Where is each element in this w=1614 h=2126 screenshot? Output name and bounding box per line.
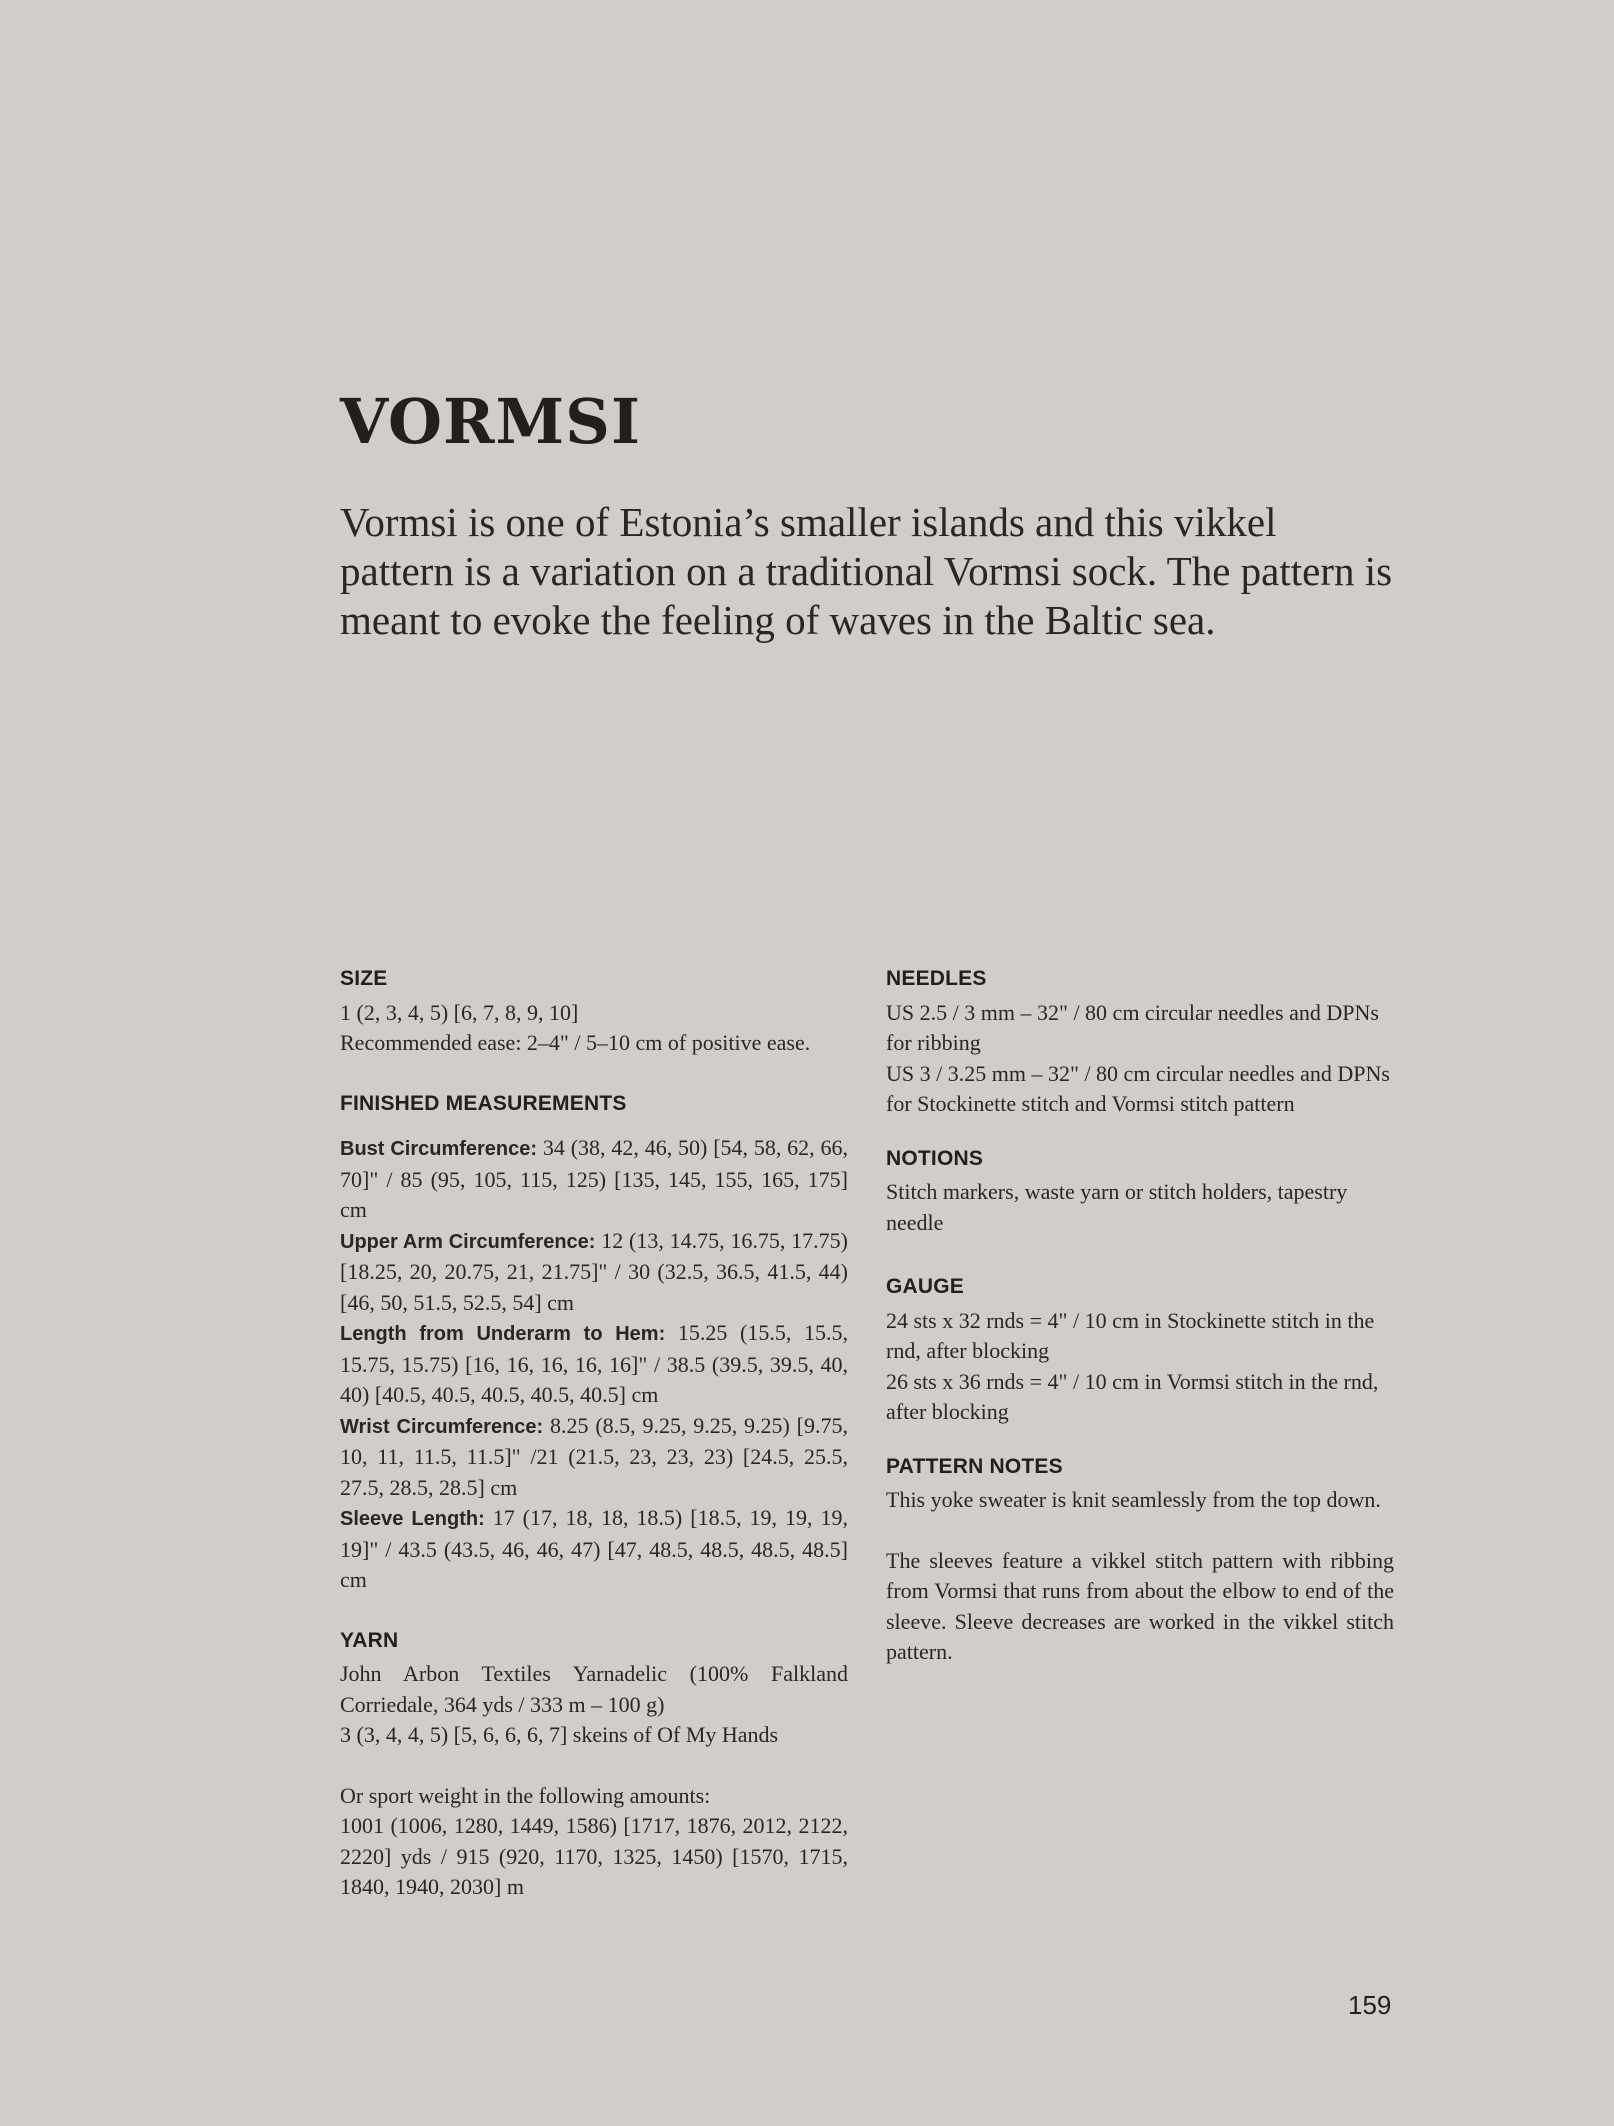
intro-paragraph: Vormsi is one of Estonia’s smaller islands and this vikkel pattern is a variation on a traditional Vormsi sock. The pattern is meant to evoke the feeling of waves in the Baltic sea.	[340, 499, 1393, 643]
right-column	[886, 964, 1394, 1668]
needles-section	[886, 964, 1394, 1120]
measurement-value: 34 (38, 42, 46, 50) [54, 58, 62, 66, 70]" / 85 (95, 105, 115, 125) [135, 145, 155, 165, 175] cm	[340, 1135, 849, 1222]
pattern-notes-para-1: This yoke sweater is knit seamlessly from the top down.	[886, 1487, 1381, 1512]
notions-heading: NOTIONS	[886, 1146, 984, 1170]
size-ease: Recommended ease: 2–4" / 5–10 cm of positive ease.	[340, 1030, 811, 1055]
page-title: VORMSI	[340, 385, 641, 458]
needles-line-1: US 2.5 / 3 mm – 32" / 80 cm circular needles and DPNs for ribbing	[886, 999, 1379, 1055]
measurement-label: Upper Arm Circumference:	[340, 1230, 596, 1253]
yarn-line-1: John Arbon Textiles Yarnadelic (100% Falkland Corriedale, 364 yds / 333 m – 100 g)	[340, 1661, 848, 1717]
finished-measurements-section	[340, 1089, 848, 1596]
yarn-line-2: 3 (3, 4, 4, 5) [5, 6, 6, 6, 7] skeins of Of My Hands	[340, 1722, 779, 1747]
measurement-value: 17 (17, 18, 18, 18.5) [18.5, 19, 19, 19, 19]" / 43.5 (43.5, 46, 46, 47) [47, 48.5, 48.5, 48.5, 48.5] cm	[340, 1505, 848, 1592]
needles-line-2: US 3 / 3.25 mm – 32" / 80 cm circular needles and DPNs for Stockinette stitch and Vormsi stitch pattern	[886, 1060, 1390, 1116]
needles-heading: NEEDLES	[886, 967, 987, 990]
gauge-line-1: 24 sts x 32 rnds = 4" / 10 cm in Stockinette stitch in the rnd, after blocking	[886, 1307, 1375, 1363]
measurement-bust	[340, 1133, 848, 1226]
size-heading: SIZE	[340, 967, 388, 990]
finished-measurements-heading: FINISHED MEASUREMENTS	[340, 1091, 627, 1115]
measurement-length	[340, 1318, 848, 1411]
measurement-value: 12 (13, 14.75, 16.75, 17.75) [18.25, 20, 20.75, 21, 21.75]" / 30 (32.5, 36.5, 41.5, 44) [46, 50, 51.5, 52.5, 54] cm	[340, 1227, 849, 1315]
notions-text: Stitch markers, waste yarn or stitch holders, tapestry needle	[886, 1179, 1348, 1235]
measurement-value: 8.25 (8.5, 9.25, 9.25, 9.25) [9.75, 10, 11, 11.5, 11.5]" /21 (21.5, 23, 23, 23) [24.5, 25.5, 27.5, 28.5, 28.5] cm	[340, 1412, 848, 1500]
pattern-notes-section	[886, 1452, 1394, 1668]
size-values: 1 (2, 3, 4, 5) [6, 7, 8, 9, 10]	[340, 999, 579, 1025]
measurement-label: Bust Circumference:	[340, 1138, 538, 1160]
yarn-heading: YARN	[340, 1628, 399, 1652]
measurement-sleeve	[340, 1503, 848, 1596]
yarn-alt-amounts: 1001 (1006, 1280, 1449, 1586) [1717, 1876, 2012, 2122, 2220] yds / 915 (920, 1170, 1325, 1450) [1570, 1715, 1840, 1940, 2030] m	[340, 1813, 848, 1899]
gauge-line-2: 26 sts x 36 rnds = 4" / 10 cm in Vormsi stitch in the rnd, after blocking	[886, 1368, 1379, 1424]
page-number: 159	[1348, 1990, 1392, 2020]
yarn-alt-intro: Or sport weight in the following amounts:	[340, 1782, 711, 1808]
measurement-label: Wrist Circumference:	[340, 1415, 544, 1438]
yarn-section	[340, 1626, 848, 1903]
notions-section	[886, 1144, 1394, 1239]
gauge-heading: GAUGE	[886, 1275, 965, 1298]
measurement-upper-arm	[340, 1226, 848, 1319]
measurement-wrist	[340, 1411, 848, 1504]
pattern-notes-para-2: The sleeves feature a vikkel stitch pattern with ribbing from Vormsi that runs from about the elbow to end of the sleeve. Sleeve decreases are worked in the vikkel stitch pattern.	[886, 1547, 1394, 1664]
measurement-label: Length from Underarm to Hem:	[340, 1323, 666, 1345]
measurement-label: Sleeve Length:	[340, 1508, 485, 1530]
pattern-notes-heading: PATTERN NOTES	[886, 1454, 1063, 1478]
gauge-section	[886, 1272, 1394, 1428]
measurement-value: 15.25 (15.5, 15.5, 15.75, 15.75) [16, 16, 16, 16, 16]" / 38.5 (39.5, 39.5, 40, 40) [40.5, 40.5, 40.5, 40.5, 40.5] cm	[340, 1320, 848, 1407]
size-section	[340, 964, 848, 1059]
left-column	[340, 964, 848, 1903]
